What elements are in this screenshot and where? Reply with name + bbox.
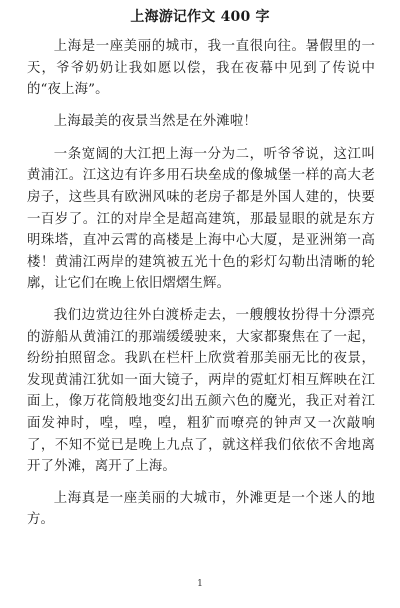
paragraph-bund: 上海最美的夜景当然是在外滩啦！ xyxy=(53,113,257,129)
paragraph-conclusion: 上海真是一座美丽的大城市，外滩更是一个迷人的地方。 xyxy=(27,490,375,528)
document-body xyxy=(27,36,375,542)
paragraph-intro: 上海是一座美丽的城市，我一直很向往。暑假里的一天，爷爷奶奶让我如愿以偿，我在夜幕中见到了传说中的“夜上海”。 xyxy=(27,39,375,98)
page-number: 1 xyxy=(197,579,203,589)
paragraph-river: 一条宽阔的大江把上海一分为二，听爷爷说，这江叫黄浦江。江这边有许多用石块垒成的像城堡一样的高大老房子，这些具有欧洲风味的老房子都是外国人建的，快要一百岁了。江的对岸全是超高建筑，那最显眼的就是东方明珠塔，直冲云霄的高楼是上海中心大厦，是亚洲第一高楼！黄浦江两岸的建筑被五光十色的彩灯勾勒出清晰的轮廓，让它们在晚上依旧熠熠生辉。 xyxy=(27,146,375,292)
paragraph-night-view: 我们边赏边往外白渡桥走去，一艘艘妆扮得十分漂亮的游船从黄浦江的那端缓缓驶来，大家都聚焦在了一起，纷纷拍照留念。我趴在栏杆上欣赏着那美丽无比的夜景，发现黄浦江犹如一面大镜子，两岸的霓虹灯相互辉映在江面上，像万花筒般地变幻出五颜六色的魔光，我正对着江面发神时，喤，喤，喤，粗犷而嘹亮的钟声又一次敲响了，不知不觉已是晚上九点了，就这样我们依依不舍地离开了外滩，离开了上海。 xyxy=(27,308,375,475)
document-title: 上海游记作文 400 字 xyxy=(130,9,270,25)
